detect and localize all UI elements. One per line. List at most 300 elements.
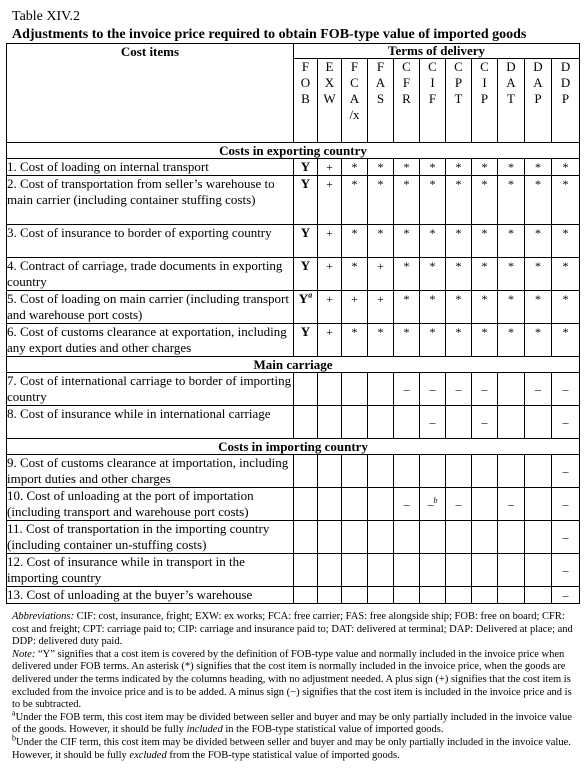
term-cell — [446, 554, 472, 587]
term-cell — [294, 324, 318, 357]
term-cell — [368, 258, 394, 291]
term-cell — [498, 373, 525, 406]
term-column-letter: S — [376, 91, 385, 106]
term-cell-value: + — [326, 292, 333, 306]
term-cell — [368, 406, 394, 439]
term-cell — [446, 488, 472, 521]
term-cell-value: * — [377, 325, 384, 339]
term-cell — [294, 406, 318, 439]
term-cell — [294, 521, 318, 554]
term-cell-value: * — [481, 292, 488, 306]
term-cell — [498, 324, 525, 357]
term-cell — [446, 406, 472, 439]
term-cell — [420, 159, 446, 176]
term-cell — [318, 521, 342, 554]
term-cell — [394, 488, 420, 521]
term-cell — [446, 258, 472, 291]
footnote-b — [12, 733, 580, 762]
term-cell — [420, 373, 446, 406]
term-cell-value: * — [429, 292, 436, 306]
term-cell — [342, 587, 368, 604]
term-cell — [446, 587, 472, 604]
term-cell-value: * — [377, 226, 384, 240]
term-cell — [368, 587, 394, 604]
term-column-header — [420, 59, 446, 143]
table-row — [7, 225, 580, 258]
term-column-letter: A — [349, 91, 360, 106]
term-cell — [525, 587, 552, 604]
table-row — [7, 176, 580, 225]
term-cell — [342, 554, 368, 587]
term-cell — [525, 373, 552, 406]
term-cell-value: * — [455, 226, 462, 240]
term-cell — [525, 159, 552, 176]
footnote-b-emphasis: excluded — [129, 749, 167, 761]
footnote-a-mark: a — [12, 708, 16, 718]
term-cell — [498, 554, 525, 587]
term-cell — [294, 373, 318, 406]
cost-item-label: 8. Cost of insurance while in international carriage — [7, 406, 294, 439]
term-cell — [552, 291, 580, 324]
term-cell — [318, 373, 342, 406]
term-cell — [318, 554, 342, 587]
term-cell — [342, 159, 368, 176]
term-cell-value: * — [429, 325, 436, 339]
term-cell — [446, 373, 472, 406]
term-column-letter: A — [506, 75, 516, 90]
table-row — [7, 373, 580, 406]
term-column-letter: E — [325, 59, 334, 74]
cost-item-label: 13. Cost of unloading at the buyer’s warehouse — [7, 587, 294, 604]
term-cell — [342, 373, 368, 406]
term-cell — [394, 159, 420, 176]
term-cell-value: * — [351, 177, 358, 191]
table-title: Adjustments to the invoice price required to obtain FOB-type value of imported goods — [12, 27, 527, 42]
term-cell-value: * — [508, 259, 514, 273]
term-column-letter: F — [428, 91, 437, 106]
term-cell — [394, 258, 420, 291]
term-cell — [498, 521, 525, 554]
abbreviations-note — [12, 611, 580, 649]
term-cell — [498, 159, 525, 176]
cost-item-label: 3. Cost of insurance to border of exporting country — [7, 225, 294, 258]
term-cell — [472, 587, 498, 604]
term-cell-value: – — [562, 497, 569, 511]
term-column-letter: D — [560, 75, 571, 90]
cost-item-label: 4. Contract of carriage, trade documents in exporting country — [7, 258, 294, 291]
term-cell — [294, 455, 318, 488]
term-column-letter: D — [533, 59, 543, 74]
terms-of-delivery-header: Terms of delivery — [294, 44, 580, 59]
term-cell — [525, 324, 552, 357]
term-cell — [525, 455, 552, 488]
term-cell-value: * — [429, 160, 436, 174]
term-column-letter: A — [375, 75, 386, 90]
term-cell — [318, 488, 342, 521]
term-cell — [394, 176, 420, 225]
term-cell — [394, 455, 420, 488]
term-cell — [294, 225, 318, 258]
term-cell — [552, 176, 580, 225]
term-cell-value: * — [562, 226, 569, 240]
term-cell — [472, 291, 498, 324]
term-column-header — [525, 59, 552, 143]
term-cell-value: * — [455, 160, 462, 174]
term-cell-value: * — [535, 325, 541, 339]
term-cell — [498, 176, 525, 225]
term-column-letter: X — [324, 75, 335, 90]
term-cell — [368, 225, 394, 258]
term-cell — [368, 373, 394, 406]
table-row — [7, 406, 580, 439]
term-column-letter: C — [454, 59, 463, 74]
term-cell — [318, 159, 342, 176]
term-cell — [318, 455, 342, 488]
term-cell-value: – — [562, 563, 569, 577]
term-cell — [472, 373, 498, 406]
footnote-a-text-end: in the FOB-type statistical value of imported goods. — [222, 724, 444, 736]
term-cell-value: * — [351, 325, 358, 339]
term-cell-value: * — [508, 325, 514, 339]
term-cell-value: + — [326, 160, 333, 174]
term-cell — [342, 258, 368, 291]
term-cell — [318, 324, 342, 357]
term-column-letter: C — [428, 59, 437, 74]
term-cell-value: * — [481, 259, 488, 273]
term-column-header — [552, 59, 580, 143]
term-cell-value: * — [562, 325, 569, 339]
table-row — [7, 455, 580, 488]
term-column-letter: P — [480, 91, 489, 106]
term-cell — [368, 521, 394, 554]
term-cell — [525, 521, 552, 554]
term-cell — [420, 291, 446, 324]
term-cell — [368, 488, 394, 521]
term-cell-value: * — [455, 177, 462, 191]
term-cell — [552, 406, 580, 439]
term-cell — [342, 291, 368, 324]
term-cell-value: – — [535, 382, 541, 396]
term-cell — [472, 159, 498, 176]
table-row — [7, 258, 580, 291]
term-column-header — [294, 59, 318, 143]
term-cell — [472, 406, 498, 439]
term-cell — [420, 554, 446, 587]
term-cell — [342, 176, 368, 225]
term-column-letter: B — [301, 91, 310, 106]
term-cell — [294, 587, 318, 604]
term-cell — [472, 176, 498, 225]
table-row — [7, 291, 580, 324]
footnote-marker: a — [308, 290, 313, 300]
term-cell-value: – — [455, 497, 462, 511]
cost-item-label: 7. Cost of international carriage to border of importing country — [7, 373, 294, 406]
table-row — [7, 159, 580, 176]
term-cell — [552, 373, 580, 406]
term-cell-value: + — [326, 325, 333, 339]
term-cell — [394, 373, 420, 406]
term-cell-value: * — [403, 160, 410, 174]
term-cell — [552, 521, 580, 554]
term-cell — [368, 291, 394, 324]
term-cell-value: * — [403, 177, 410, 191]
term-cell-value: – — [455, 382, 462, 396]
term-cell-value: Y — [300, 159, 311, 174]
cost-item-label: 2. Cost of transportation from seller’s warehouse to main carrier (including container stuffing costs) — [7, 176, 294, 225]
term-column-letter: C — [480, 59, 489, 74]
term-cell — [498, 291, 525, 324]
term-cell — [368, 159, 394, 176]
term-column-letter: T — [507, 91, 515, 106]
term-cell-value: * — [535, 292, 541, 306]
cost-item-label: 11. Cost of transportation in the importing country (including container un-stuffing costs) — [7, 521, 294, 554]
general-note — [12, 649, 580, 712]
term-column-header — [368, 59, 394, 143]
term-cell-value: * — [351, 226, 358, 240]
term-cell — [342, 406, 368, 439]
table-number: Table XIV.2 — [12, 9, 80, 24]
table-notes — [12, 611, 580, 762]
term-cell-value: * — [455, 259, 462, 273]
term-cell — [552, 159, 580, 176]
term-cell — [552, 324, 580, 357]
term-cell — [394, 406, 420, 439]
term-cell — [472, 554, 498, 587]
term-cell — [294, 258, 318, 291]
term-cell — [525, 258, 552, 291]
term-cell-value: * — [429, 177, 436, 191]
term-column-letter: P — [454, 75, 463, 90]
section-title: Main carriage — [7, 357, 580, 373]
term-cell-value: * — [562, 177, 569, 191]
term-column-header — [394, 59, 420, 143]
term-cell-value: – — [508, 497, 514, 511]
term-cell — [525, 176, 552, 225]
term-cell — [394, 225, 420, 258]
term-cell-value: * — [562, 292, 569, 306]
term-cell-value: – — [481, 382, 488, 396]
term-column-letter: P — [534, 91, 542, 106]
term-cell — [552, 258, 580, 291]
term-cell — [394, 554, 420, 587]
term-column-letter: I — [482, 75, 487, 90]
cost-items-header: Cost items — [7, 44, 294, 143]
term-cell-value: * — [508, 292, 514, 306]
term-cell — [420, 225, 446, 258]
term-cell-value: * — [455, 292, 462, 306]
term-column-letter: P — [561, 91, 570, 106]
term-cell-value: Y — [300, 324, 311, 339]
term-cell — [446, 324, 472, 357]
abbreviations-label: Abbreviations: — [12, 611, 75, 622]
term-cell — [368, 554, 394, 587]
term-cell — [498, 488, 525, 521]
term-column-letter: W — [323, 91, 336, 106]
term-column-letter: C — [402, 59, 411, 74]
term-cell — [342, 324, 368, 357]
footnote-b-text-end: from the FOB-type statistical value of imported goods. — [166, 749, 400, 761]
term-cell-value: * — [403, 259, 410, 273]
term-cell — [368, 455, 394, 488]
term-column-header — [446, 59, 472, 143]
term-cell — [420, 406, 446, 439]
term-column-letter: F — [376, 59, 385, 74]
term-column-letter: F — [402, 75, 411, 90]
term-cell-value: Y — [300, 176, 311, 191]
term-cell-value: + — [377, 292, 384, 306]
term-cell — [498, 225, 525, 258]
term-cell-value: * — [481, 160, 488, 174]
term-cell-value: * — [508, 177, 514, 191]
footnote-b-mark: b — [12, 733, 16, 743]
term-cell-value: – — [562, 415, 569, 429]
footnote-a-text: Under the FOB term, this cost item may be divided between seller and buyer and may be only partially included in the invoice value of the goods. However, it should be fully — [12, 711, 572, 736]
term-cell — [525, 406, 552, 439]
term-cell-value: + — [351, 292, 358, 306]
term-cell-value: * — [403, 292, 410, 306]
section-title: Costs in exporting country — [7, 143, 580, 159]
term-cell — [552, 554, 580, 587]
note-label: Note: — [12, 648, 36, 660]
section-title: Costs in importing country — [7, 439, 580, 455]
term-cell-value: * — [481, 325, 488, 339]
note-text: “Y” signifies that a cost item is covered by the definition of FOB-type value and normally included in the invoice price when delivered under FOB terms. An asterisk (*) signifies that the cost item is normally included in the invoice price, when the goods are delivered under the terms indicated by the columns heading, with no adjustment needed. A plus sign (+) signifies that the cost item is excluded from the invoice price and is to be added. A minus sign (−) signifies that the cost item is included in the invoice price and is to be subtracted. — [12, 648, 572, 711]
cost-item-label: 1. Cost of loading on internal transport — [7, 159, 294, 176]
term-column-letter: C — [350, 75, 359, 90]
term-cell-value: * — [535, 226, 541, 240]
term-cell-value: * — [429, 226, 436, 240]
term-cell — [294, 291, 318, 324]
table-row — [7, 587, 580, 604]
term-cell-value: * — [535, 177, 541, 191]
term-cell — [420, 258, 446, 291]
term-cell — [552, 488, 580, 521]
term-cell-value: – — [562, 588, 569, 602]
term-cell-value: * — [429, 259, 436, 273]
term-cell — [294, 488, 318, 521]
term-cell-value: – — [562, 530, 569, 544]
term-cell — [394, 291, 420, 324]
term-cell — [394, 587, 420, 604]
term-cell-value: Y — [300, 258, 311, 273]
term-column-header — [498, 59, 525, 143]
term-cell — [552, 587, 580, 604]
term-cell-value: * — [377, 177, 384, 191]
term-cell-value: * — [535, 259, 541, 273]
term-cell — [420, 324, 446, 357]
term-cell — [394, 521, 420, 554]
term-cell-value: * — [403, 325, 410, 339]
term-cell — [368, 324, 394, 357]
term-column-header — [472, 59, 498, 143]
term-cell-value: + — [326, 177, 333, 191]
term-cell-value: * — [351, 259, 358, 273]
term-cell — [446, 291, 472, 324]
term-column-letter: T — [454, 91, 463, 106]
term-cell-value: * — [508, 226, 514, 240]
term-cell — [342, 225, 368, 258]
cost-item-label: 10. Cost of unloading at the port of importation (including transport and warehouse port costs) — [7, 488, 294, 521]
term-cell — [525, 488, 552, 521]
term-cell — [552, 225, 580, 258]
term-cell-value: * — [403, 226, 410, 240]
term-cell-value: * — [481, 177, 488, 191]
cost-item-label: 5. Cost of loading on main carrier (including transport and warehouse port costs) — [7, 291, 294, 324]
term-cell-value: – — [427, 497, 434, 511]
table-row — [7, 324, 580, 357]
term-cell — [368, 176, 394, 225]
term-cell — [525, 291, 552, 324]
term-column-letter: F — [301, 59, 310, 74]
section-header-row — [7, 439, 580, 455]
table-row — [7, 488, 580, 521]
term-cell — [342, 521, 368, 554]
table-row — [7, 521, 580, 554]
term-column-letter: A — [533, 75, 543, 90]
term-cell — [552, 455, 580, 488]
term-cell-value: * — [562, 259, 569, 273]
table-row — [7, 554, 580, 587]
term-cell — [394, 324, 420, 357]
term-cell — [446, 225, 472, 258]
term-cell-value: – — [429, 382, 436, 396]
term-cell — [318, 225, 342, 258]
term-cell — [420, 587, 446, 604]
term-cell-value: Y — [298, 291, 309, 306]
term-column-letter: R — [402, 91, 411, 106]
term-cell — [446, 455, 472, 488]
term-cell — [472, 225, 498, 258]
term-cell-value: Y — [300, 225, 311, 240]
term-cell — [472, 258, 498, 291]
term-cell — [294, 159, 318, 176]
footnote-a — [12, 708, 580, 737]
term-cell — [498, 587, 525, 604]
term-column-letter: /x — [349, 107, 360, 122]
term-column-header — [342, 59, 368, 143]
term-cell-value: * — [455, 325, 462, 339]
footnote-a-emphasis: included — [186, 724, 223, 736]
term-cell — [525, 554, 552, 587]
term-cell — [446, 521, 472, 554]
term-cell-value: + — [377, 259, 384, 273]
term-column-letter: D — [506, 59, 516, 74]
term-cell-value: * — [377, 160, 384, 174]
term-cell — [342, 455, 368, 488]
footnote-b-text: Under the CIF term, this cost item may be divided between seller and buyer and may be only partially included in the invoice value. However, it should be fully — [12, 736, 571, 761]
term-column-letter: I — [430, 75, 435, 90]
term-cell-value: * — [508, 160, 514, 174]
term-cell-value: – — [429, 415, 436, 429]
term-cell — [318, 406, 342, 439]
term-cell — [294, 176, 318, 225]
term-cell-value: – — [562, 464, 569, 478]
term-cell-value: + — [326, 226, 333, 240]
term-column-letter: D — [560, 59, 571, 74]
term-cell-value: – — [403, 497, 410, 511]
term-column-letter: O — [300, 75, 311, 90]
section-header-row — [7, 143, 580, 159]
cost-item-label: 12. Cost of insurance while in transport in the importing country — [7, 554, 294, 587]
term-cell — [498, 258, 525, 291]
term-cell — [498, 455, 525, 488]
term-cell — [472, 324, 498, 357]
term-cell-value: + — [326, 259, 333, 273]
term-cell-value: * — [535, 160, 541, 174]
footnote-marker: b — [433, 496, 438, 505]
term-cell — [294, 554, 318, 587]
cost-item-label: 6. Cost of customs clearance at exportation, including any export duties and other charges — [7, 324, 294, 357]
